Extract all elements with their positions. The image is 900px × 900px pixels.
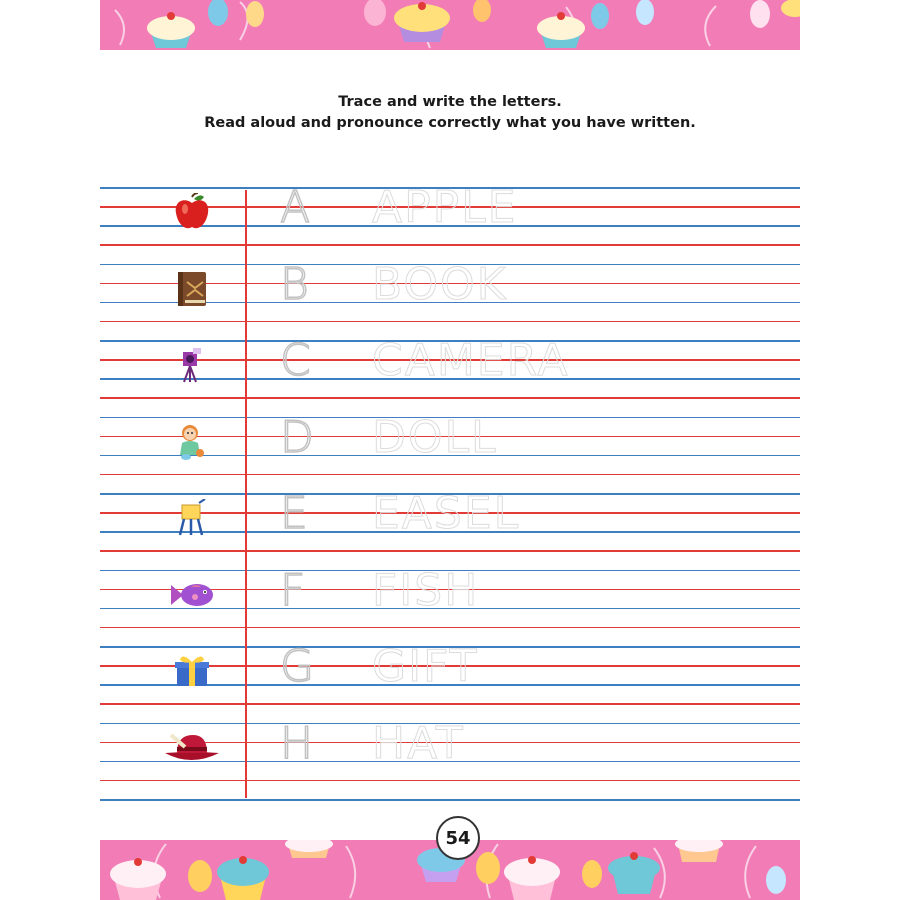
trace-word[interactable]: CAMERA (372, 335, 570, 386)
instruction-line-1: Trace and write the letters. (338, 94, 562, 110)
letter-row (100, 488, 800, 569)
trace-word[interactable]: GIFT (372, 641, 479, 692)
doll-icon (162, 417, 222, 467)
cupcake-icon (217, 856, 269, 900)
page-number: 54 (436, 816, 480, 860)
apple-icon (162, 187, 222, 237)
trace-letter[interactable]: H (280, 717, 315, 769)
trace-letter[interactable]: C (280, 335, 312, 386)
easel-icon (162, 493, 222, 543)
trace-letter[interactable]: B (280, 258, 310, 310)
balloon-icon (188, 860, 212, 892)
letter-row (100, 564, 800, 646)
gift-icon (162, 646, 222, 696)
cupcake-icon (675, 840, 723, 862)
balloon-icon (766, 866, 786, 894)
letter-row (100, 182, 800, 263)
trace-word[interactable]: BOOK (372, 258, 508, 310)
letter-row (100, 258, 800, 340)
balloon-icon (476, 852, 500, 884)
cupcake-icon (504, 856, 560, 900)
trace-letter[interactable]: A (280, 182, 312, 233)
letter-row (100, 411, 800, 493)
trace-word[interactable]: APPLE (372, 182, 518, 233)
letter-row (100, 335, 800, 416)
balloon-icon (582, 860, 602, 888)
rule-line (100, 799, 800, 801)
instruction-line-2: Read aloud and pronounce correctly what you have written. (204, 115, 696, 131)
trace-letter[interactable]: G (280, 641, 316, 692)
trace-word[interactable]: FISH (372, 564, 480, 616)
trace-word[interactable]: EASEL (372, 488, 521, 539)
trace-word[interactable]: DOLL (372, 411, 498, 463)
trace-letter[interactable]: D (280, 411, 315, 463)
trace-letter[interactable]: E (280, 488, 309, 539)
worksheet-page (100, 0, 800, 900)
cupcake-icon (110, 858, 166, 900)
fish-icon (162, 570, 222, 620)
cupcake-icon (285, 840, 333, 858)
letter-row (100, 717, 800, 799)
letter-row (100, 641, 800, 722)
camera-icon (162, 340, 222, 390)
hat-icon (162, 723, 222, 773)
trace-word[interactable]: HAT (372, 717, 465, 769)
book-icon (162, 264, 222, 314)
trace-letter[interactable]: F (280, 564, 307, 616)
